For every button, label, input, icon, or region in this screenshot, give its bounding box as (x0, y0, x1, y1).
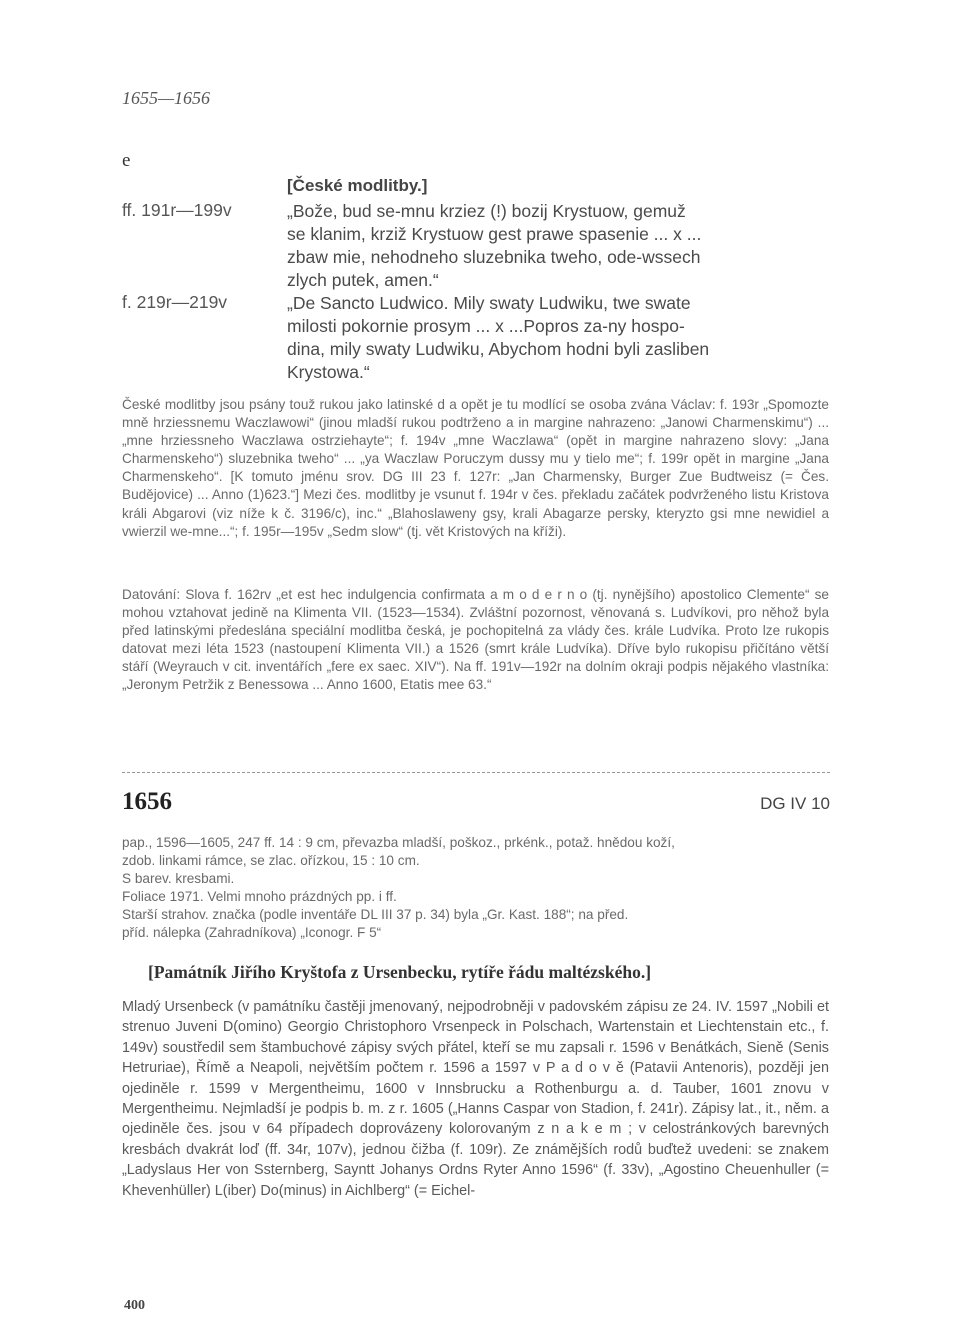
section-letter: e (122, 150, 131, 171)
description-line: Starší strahov. značka (podle inventáře DL III 37 p. 34) byla „Gr. Kast. 188“; na před. (122, 907, 629, 923)
description-line: příd. nálepka (Zahradníkova) „Iconogr. F 5“ (122, 925, 382, 941)
dating-paragraph: Datování: Slova f. 162rv „et est hec indulgencia confirmata a m o d e r n o (tj. nynějšího) apostolico Clemente“ se mohou vztahovat jedině na Klimenta VII. (1523—1534). Zvláštní pozornost, věnovaná s. Ludvíkovi, pro něhož byla před latinskými předeslána speciální modlitba česká, je pochopitelná za vlády čes. krále Ludvíka. Proto lze rukopis datovat mezi léta 1523 (nastoupení Klimenta VII.) a 1526 (smrt krále Ludvíka). Dříve bylo rukopisu přičítáno větší stáří (Weyrauch v cit. inventářích „fere ex saec. XIV“). Na ff. 191v—192r na dolním okraji podpis nějakého vlastníka: „Jeronym Petržik z Benessowa ... Anno 1600, Etatis mee 63.“ (122, 587, 829, 693)
manuscript-body: Mladý Ursenbeck (v památníku častěji jmenovaný, nejpodrobněji v padovském zápisu ze 24. IV. 1597 „Nobili et strenuo Juveni D(omino) Georgio Christophoro Vrsenpeck in Polschach, Wartenstain et Liechtenstain etc., f. 149v) soustředil sem štambuchové zápisy svých přátel, kteří se mu zapsali r. 1596 v Benátkách, Sieně (Senis Hetruriae), Římě a Neapoli, největším počtem r. 1596 a 1597 v P a d o v ě (Patavii Antenoris), později jen ojediněle r. 1599 v Mergentheimu, 1600 v Innsbrucku a Rothenburgu a. d. Tauber, 1601 znovu v Mergentheimu. Nejmladší je podpis b. m. z r. 1605 („Hanns Caspar von Stadion, f. 241r). Zápisy lat., it., něm. a ojediněle čes. jsou v 64 případech doprovázeny kolorovaným z n a k e m ; v celostránkových barevných kresbách dvakrát loď (ff. 34r, 107v), jednou čižba (f. 109r). Ze známějších rodů buďtež uvedeni: se znakem „Ladyslaus Her von Ssternberg, Sayntt Johanys Ordns Ryter Anno 1596“ (f. 33v), „Agostino Cheuenhuller (= Khevenhüller) L(iber) Do(minus) in Aichlberg“ (= Eichel- (122, 999, 829, 1199)
physical-description (122, 834, 829, 943)
manuscript-number: 1656 (122, 788, 172, 815)
entry-line: „De Sancto Ludwico. Mily swaty Ludwiku, twe swate (287, 293, 691, 313)
commentary-paragraph: České modlitby jsou psány touž rukou jako latinské d a opět je tu modlící se osoba zvána Václav: f. 193r „Spomozte mně hrziessnemu Waczlawowi“ (jinou mladší rukou podtrženo a in margine nahrazeno: „Janowi Charmenskimu“) ... „mne hrziessneho Waczlawa ostrziehayte“; f. 194v „mne Waczlawa“ (opět in margine nahrazeno slovy: „Jana Charmenskeho“) sluzebnika tweho“ ... „ya Waczlaw Poruczym dussy mu y tielo me“; f. 199r opět in margine „Jana Charmenskeho“. [K tomuto jménu srov. DG III 23 f. 127r: „Jan Charmensky, Burger Zue Budtweisz (= Čes. Budějovice) ... Anno (1)623.“] Mezi čes. modlitby je vsunut f. 194r v čes. překladu začátek podvrženého listu Kristova králi Abgarovi (viz níže k č. 3196/c), inc.“ „Blahoslaweny gsy, krali Abagarze persky, kteryzto gsi mne newidiel a vwierzil we-mne...“; f. 195r—195v „Sedm slow“ (tj. vět Kristových na kříži). (122, 397, 829, 539)
section-divider (122, 772, 830, 773)
entry-line: se klanim, krziž Krystuow gest prawe spasenie ... x ... (287, 224, 702, 244)
entry-text (287, 292, 829, 384)
entry-line: Krystowa.“ (287, 362, 370, 382)
manuscript-title: [Památník Jiřího Kryštofa z Ursenbecku, rytíře řádu maltézského.] (148, 962, 652, 982)
description-line: Foliace 1971. Velmi mnoho prázdných pp. i ff. (122, 889, 397, 905)
entry-folio-label: ff. 191r—199v (122, 200, 232, 220)
entry-heading: [České modlitby.] (287, 176, 428, 195)
page-number: 400 (124, 1298, 145, 1313)
entry-line: milosti pokornie prosym ... x ...Popros za-ny hospo- (287, 316, 685, 336)
shelf-signature: DG IV 10 (760, 794, 830, 813)
entry-line: zlych putek, amen.“ (287, 270, 439, 290)
entry-folio-label: f. 219r—219v (122, 292, 228, 312)
entry-line: dina, mily swaty Ludwiku, Abychom hodni byli zasliben (287, 339, 710, 359)
entry-line: zbaw mie, nehodneho sluzebnika tweho, ode-wssech (287, 247, 701, 267)
entry-text (287, 200, 829, 292)
description-line: zdob. linkami rámce, se zlac. ořízkou, 15 : 10 cm. (122, 853, 420, 869)
running-head: 1655—1656 (122, 88, 211, 108)
description-line: S barev. kresbami. (122, 871, 235, 887)
description-line: pap., 1596—1605, 247 ff. 14 : 9 cm, převazba mladší, poškoz., prkénk., potaž. hnědou koží, (122, 835, 675, 850)
entry-line: „Bože, bud se-mnu krziez (!) bozij Krystuow, gemuž (287, 201, 686, 221)
